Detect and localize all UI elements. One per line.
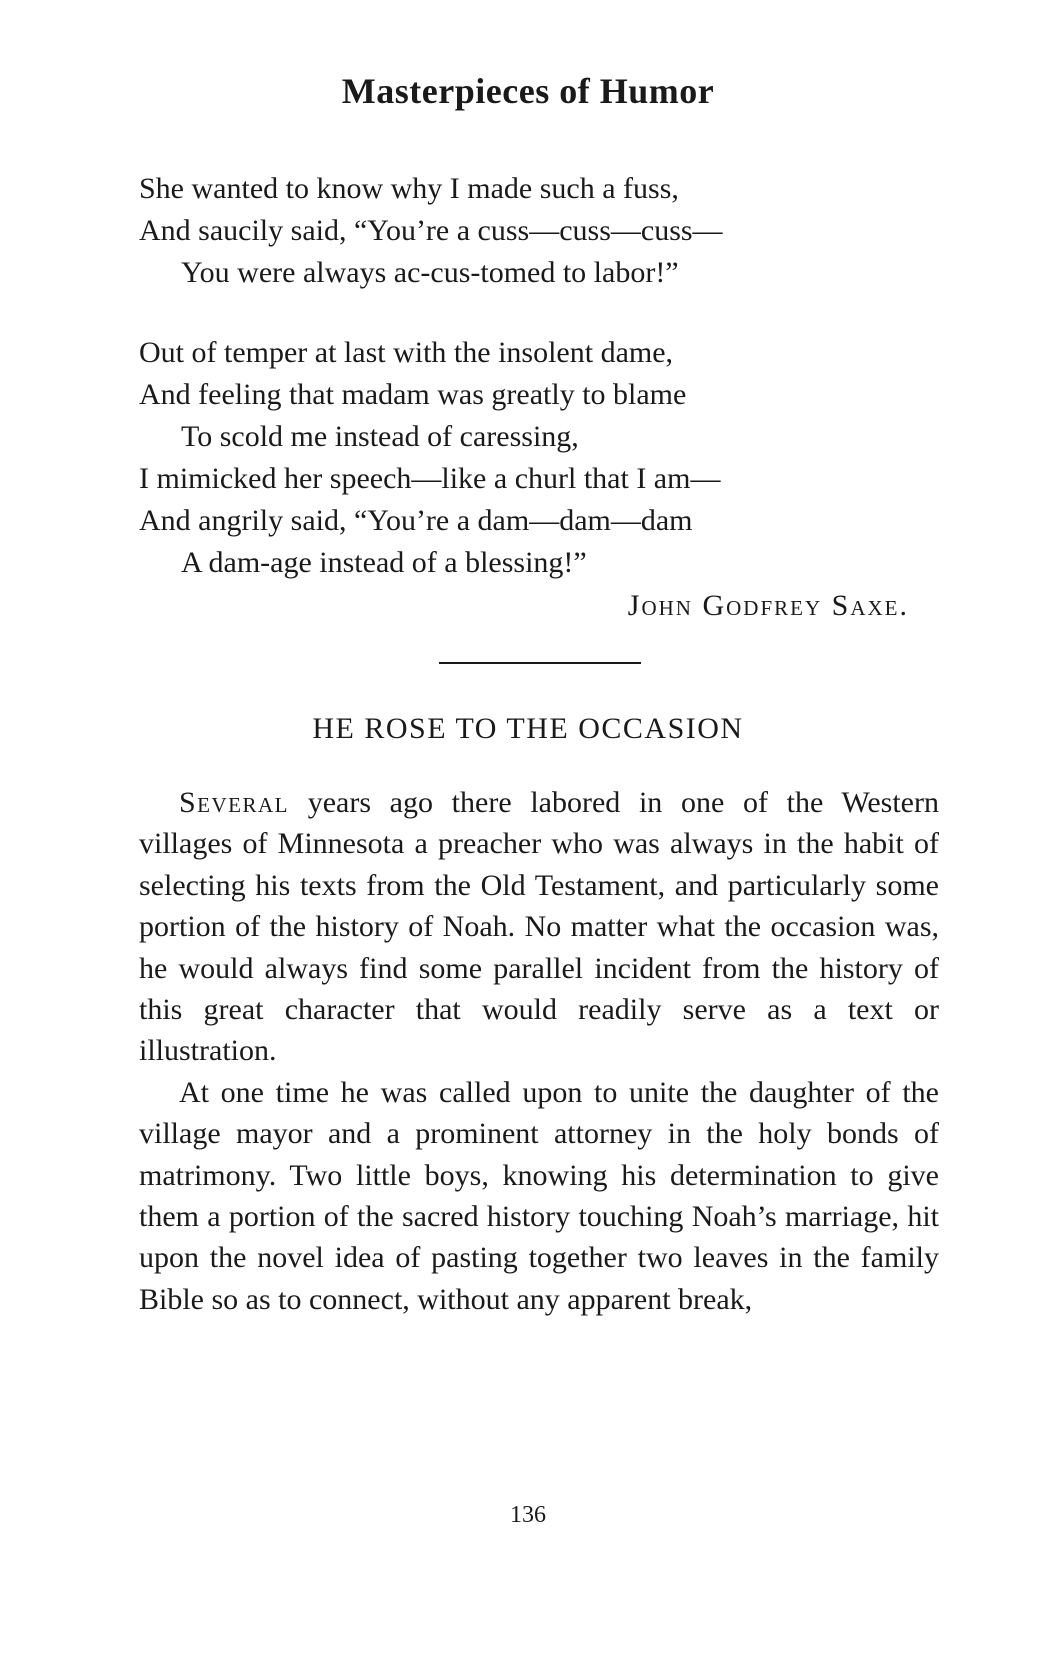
poem-line: I mimicked her speech—like a churl that I am— (139, 462, 721, 495)
poem (139, 168, 969, 628)
story-paragraph: At one time he was called upon to unite the daughter of the village mayor and a prominent attorney in the holy bonds of matrimony. Two little boys, knowing his determination to give them a portion of the sacred history touching Noah’s marriage, hit upon the novel idea of pasting together two leaves in the family Bible so as to connect, without any apparent break, (139, 1075, 939, 1316)
poem-line: She wanted to know why I made such a fuss, (139, 172, 679, 205)
poem-attribution: John Godfrey Saxe. (627, 589, 909, 622)
poem-line: To scold me instead of caressing, (181, 420, 579, 453)
running-title: Masterpieces of Humor (341, 71, 715, 111)
poem-line: Out of temper at last with the insolent dame, (139, 336, 674, 369)
story-body (139, 782, 939, 1320)
story-title: HE ROSE TO THE OCCASION (312, 712, 744, 745)
story-paragraph (139, 782, 939, 1072)
story-paragraph-text: years ago there labored in one of the Western villages of Minnesota a preacher who was always in the habit of selecting his texts from the Old Testament, and particularly some portion of the history of Noah. No matter what the occasion was, he would always find some parallel incident from the history of this great character that would readily serve as a text or illustration. (139, 786, 939, 1068)
poem-line: You were always ac-cus-tomed to labor!” (181, 256, 679, 289)
poem-line: And angrily said, “You’re a dam—dam—dam (139, 504, 693, 537)
page-number: 136 (510, 1502, 546, 1528)
story-lead-word: Several (179, 786, 290, 819)
poem-line: And saucily said, “You’re a cuss—cuss—cuss— (139, 214, 723, 247)
section-divider (439, 662, 641, 664)
stanza-gap (139, 294, 969, 332)
poem-line: A dam-age instead of a blessing!” (181, 546, 587, 579)
poem-line: And feeling that madam was greatly to blame (139, 378, 687, 411)
